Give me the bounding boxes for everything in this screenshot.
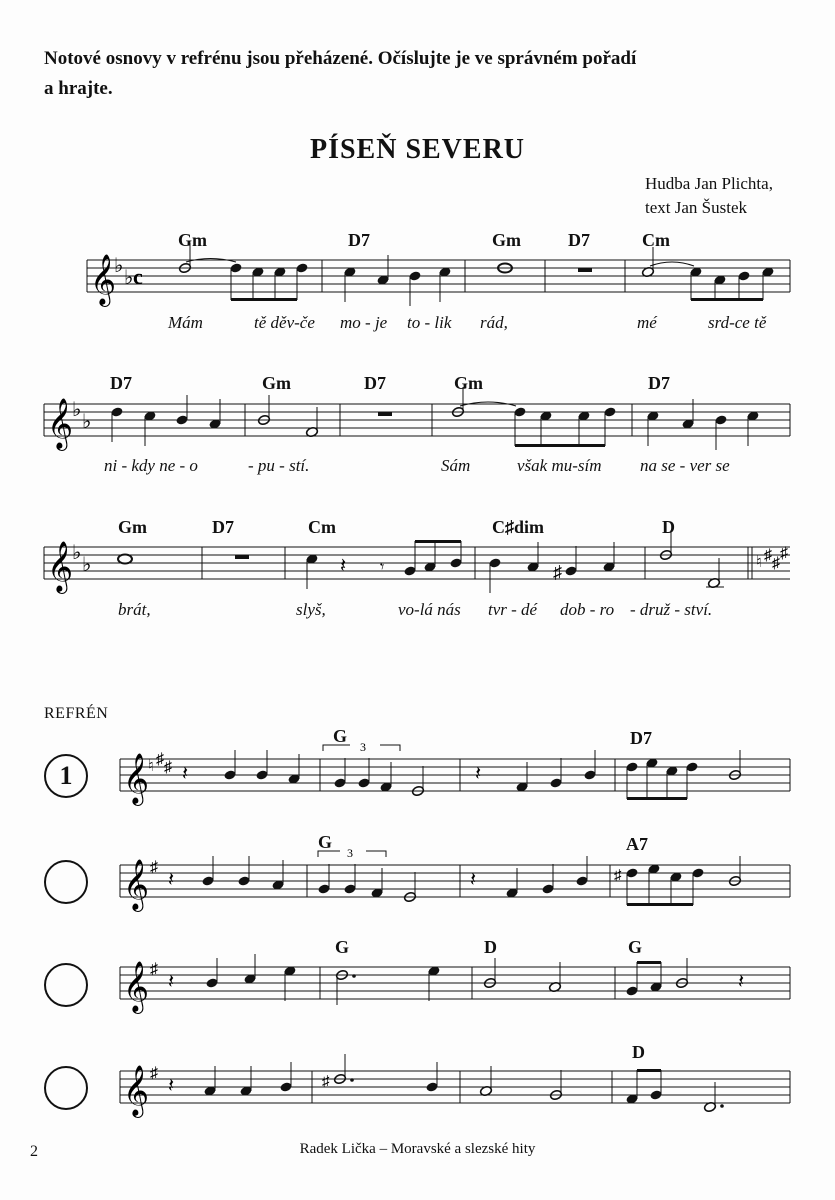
triplet-number: 3 [347,846,353,860]
sharp-icon: ♯ [322,1074,330,1090]
chord-label: Gm [262,373,291,393]
sharp-icon: ♯ [614,868,622,884]
chord-label: A7 [626,834,648,854]
chord-label: Cm [642,230,670,250]
treble-clef-icon: 𝄞 [90,254,117,305]
flat-icon: ♭ [82,411,92,433]
chord-label: D7 [348,230,370,250]
quarter-rest-icon: 𝄽 [168,869,175,891]
refren-label: REFRÉN [44,705,109,722]
credit-music: Hudba Jan Plichta, [645,174,773,193]
flat-icon: ♭ [114,255,124,277]
instruction-line-1: Notové osnovy v refrénu jsou přeházené. Očíslujte je ve správném pořadí [44,48,637,69]
lyric-syllable: - druž - ství. [630,600,713,619]
lyric-syllable: na se - ver se [640,456,730,475]
chord-label: D [662,517,675,537]
flat-icon: ♭ [72,399,82,421]
quarter-rest-icon: 𝄽 [168,971,175,993]
treble-clef-icon: 𝄞 [123,859,150,910]
lyric-syllable: mo - je [340,313,388,332]
lyric-syllable: - pu - stí. [248,456,310,475]
quarter-rest-icon: 𝄽 [475,763,482,785]
flat-icon: ♭ [82,554,92,576]
chord-label: D7 [630,728,652,748]
lyric-syllable: ni - kdy ne - o [104,456,198,475]
triplet-number: 3 [360,740,366,754]
common-time-icon: c [133,264,143,289]
chord-label: D [484,937,497,957]
treble-clef-icon: 𝄞 [47,541,74,592]
quarter-rest-icon: 𝄽 [182,763,189,785]
quarter-rest-icon: 𝄽 [340,555,347,577]
chord-label: Gm [178,230,207,250]
chord-label: D7 [110,373,132,393]
chord-label: G [333,726,348,746]
lyric-syllable: mé [637,313,657,332]
chord-label: D7 [648,373,670,393]
credit-text: text Jan Šustek [645,198,747,217]
natural-icon: ♮ [148,758,154,775]
treble-clef-icon: 𝄞 [47,398,74,449]
lyric-syllable: srd-ce tě [708,313,767,332]
chord-label: D7 [568,230,590,250]
lyric-syllable: Mám [168,313,203,332]
instruction-line-2: a hrajte. [44,78,113,99]
chord-label: Gm [492,230,521,250]
chord-label: G [318,832,333,852]
quarter-rest-icon: 𝄽 [738,971,745,993]
lyric-syllable: dob - ro [560,600,615,619]
flat-icon: ♭ [124,267,134,289]
chord-label: Gm [454,373,483,393]
chord-label: D7 [212,517,234,537]
lyric-syllable: rád, [480,313,508,332]
lyric-syllable: to - lik [407,313,452,332]
quarter-rest-icon: 𝄽 [168,1075,175,1097]
eighth-rest-icon: 𝄾 [380,559,385,576]
sharp-icon: ♯ [553,562,562,582]
sharp-icon: ♯ [780,545,788,562]
chord-label: C♯dim [492,517,545,537]
sharp-icon: ♯ [156,751,164,768]
treble-clef-icon: 𝄞 [123,961,150,1012]
sharp-icon: ♯ [164,759,172,776]
sharp-icon: ♯ [150,859,158,876]
lyric-syllable: tě děv-če [254,313,315,332]
footer-text: Radek Lička – Moravské a slezské hity [299,1141,536,1157]
flat-icon: ♭ [72,542,82,564]
page-number: 2 [30,1143,38,1160]
sharp-icon: ♯ [150,1065,158,1082]
chord-label: D7 [364,373,386,393]
lyric-syllable: vo-lá nás [398,600,461,619]
natural-icon: ♮ [756,554,762,571]
chord-label: G [335,937,350,957]
sharp-icon: ♯ [772,555,780,572]
lyric-syllable: Sám [441,456,471,475]
treble-clef-icon: 𝄞 [123,1065,150,1116]
chord-label: D [632,1042,645,1062]
quarter-rest-icon: 𝄽 [470,869,477,891]
lyric-syllable: tvr - dé [488,600,538,619]
chord-label: Gm [118,517,147,537]
lyric-syllable: slyš, [296,600,326,619]
lyric-syllable: však mu-sím [517,456,602,475]
sharp-icon: ♯ [150,961,158,978]
chord-label: G [628,937,643,957]
treble-clef-icon: 𝄞 [123,753,150,804]
sharp-icon: ♯ [764,547,772,564]
song-title: PÍSEŇ SEVERU [309,134,526,165]
lyric-syllable: brát, [118,600,151,619]
chord-label: Cm [308,517,336,537]
order-number-circle[interactable]: 1 [44,754,88,798]
